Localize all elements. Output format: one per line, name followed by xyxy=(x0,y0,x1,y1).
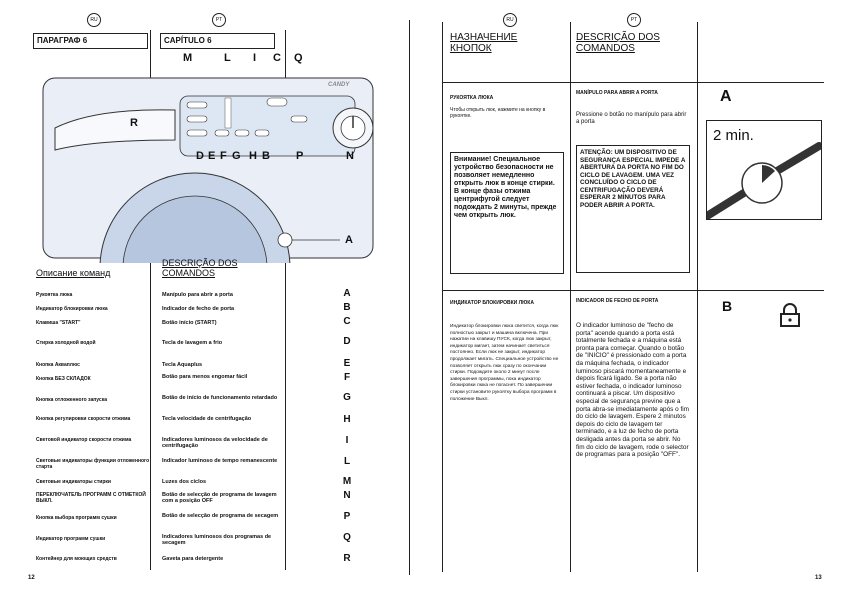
panel-label: C xyxy=(273,52,281,64)
panel-label: I xyxy=(253,52,257,64)
panel-label: F xyxy=(220,150,227,162)
row-pt: Indicadores luminosos da velocidade de centrifugação xyxy=(162,437,268,449)
row-ru: Кнопка выбора программ сушки xyxy=(36,515,117,521)
panel-label: B xyxy=(262,150,270,162)
table-border xyxy=(442,290,824,291)
section-a-letter: A xyxy=(720,88,732,105)
section-a-ru-warning: Внимание! Специальное устройство безопасности не позволяет немедленно открыть люк в конце стирки. В конце фазы отжима центрифугой следует подождать 2 минуты, прежде чем открыть люк. xyxy=(450,152,564,274)
brand-logo: CANDY xyxy=(328,82,350,88)
section-b-letter: B xyxy=(722,298,733,314)
row-ru: Световые индикаторы стирки xyxy=(36,479,111,485)
section-a-ru-text: Чтобы открыть люк, нажмите на кнопку в рукоятке. xyxy=(450,107,546,119)
panel-label: Q xyxy=(294,52,303,64)
row-letter: R xyxy=(343,553,351,564)
row-ru: Световые индикаторы функции отложенного старта xyxy=(36,458,150,470)
flag-ru: RU xyxy=(503,13,517,27)
title-ru: Описание команд xyxy=(36,268,111,278)
row-letter: Q xyxy=(343,532,351,543)
table-border xyxy=(697,22,698,572)
flag-ru: RU xyxy=(87,13,101,27)
row-ru: Световой индикатор скорости отжима xyxy=(36,437,132,443)
section-a-pt-text: Pressione o botão no manípulo para abrir a porta xyxy=(576,112,687,125)
panel-label: E xyxy=(208,150,216,162)
panel-label: L xyxy=(224,52,231,64)
stopwatch-icon xyxy=(707,121,821,219)
timer-illustration-box xyxy=(706,120,822,220)
header-ru: ПАРАГРАФ 6 xyxy=(33,33,148,49)
section-a-pt-warning: ATENÇÃO: UM DISPOSITIVO DE SEGURANÇA ESPECIAL IMPEDE A ABERTURA DA PORTA NO FIM DO CICLO DE LAVAGEM. UMA VEZ CONCLUÍDO O CICLO DE CENTRIFUGAÇÃO DEVERÁ ESPERAR 2 MINUTOS PARA PODER ABRIR A PORTA. xyxy=(576,145,690,273)
panel-label: G xyxy=(232,150,241,162)
title-pt: DESCRIÇÃO DOS COMANDOS xyxy=(576,32,660,54)
title-pt: DESCRIÇÃO DOS COMANDOS xyxy=(162,258,238,278)
row-ru: Клавиша "START" xyxy=(36,320,81,326)
section-b-pt-text: O indicador luminoso de "fecho de porta" acende quando a porta está totalmente fechada e a máquina está pronta para começar. Quando o botão de "INICIO" é pressionado com a porta da máquina fechada, o indicador luminoso piscará momentaneamente e depois ficará ligado. Se a porta não estiver fechada, o indicador luminoso continuará a piscar. Um dispositivo especial de segurança previne que a porta abra-se imediatamente após o fim do ciclo de lavagem. Espere 2 minutos depois do ciclo de lavagem ter terminado, e a luz de fecho de porta desligada antes da porta se abrir. No fim do ciclo de lavagem, rode o selector de programas para a posição "OFF". xyxy=(576,322,689,459)
flag-pt: PT xyxy=(627,13,641,27)
row-pt: Indicador luminoso de tempo remanescente xyxy=(162,458,278,464)
section-b-pt-heading: INDICADOR DE FECHO DE PORTA xyxy=(576,298,659,304)
row-letter: E xyxy=(343,358,351,369)
row-pt: Botão início (START) xyxy=(162,320,217,326)
lock-icon xyxy=(779,303,801,327)
row-ru: Рукоятка люка xyxy=(36,292,73,298)
row-letter: A xyxy=(343,288,351,299)
panel-label: N xyxy=(346,150,354,162)
section-a-ru-heading: РУКОЯТКА ЛЮКА xyxy=(450,95,494,101)
row-pt: Gaveta para detergente xyxy=(162,556,224,562)
row-pt: Botão para menos engomar fácil xyxy=(162,374,248,380)
panel-label: H xyxy=(249,150,257,162)
row-ru: Индикатор программ сушки xyxy=(36,536,106,542)
row-pt: Indicadores luminosos dos programas de secagem xyxy=(162,534,272,546)
row-ru: ПЕРЕКЛЮЧАТЕЛЬ ПРОГРАММ С ОТМЕТКОЙ ВЫКЛ. xyxy=(36,492,146,504)
row-ru: Контейнер для моющих средств xyxy=(36,556,117,562)
row-ru: Кнопка регулировки скорости отжима xyxy=(36,416,131,422)
row-ru: Индикатор блокировки люка xyxy=(36,306,108,312)
panel-label: P xyxy=(296,150,304,162)
row-pt: Botão de selecção de programa de lavagem com a posição OFF xyxy=(162,492,277,504)
row-letter: B xyxy=(343,302,351,313)
row-letter: N xyxy=(343,490,351,501)
flag-pt: PT xyxy=(212,13,226,27)
row-letter: C xyxy=(343,316,351,327)
row-letter: D xyxy=(343,336,351,347)
section-a-pt-heading: MANÍPULO PARA ABRIR A PORTA xyxy=(576,90,658,96)
row-letter: M xyxy=(342,476,352,487)
table-border xyxy=(570,22,571,572)
row-pt: Luzes dos ciclos xyxy=(162,479,207,485)
row-ru: Кнопка Аквaплюс xyxy=(36,362,80,368)
row-pt: Manípulo para abrir a porta xyxy=(162,292,233,298)
row-pt: Botão de início de funcionamento retardado xyxy=(162,395,278,401)
row-ru: Кнопка отложенного запуска xyxy=(36,397,107,403)
section-b-ru-text: Индикатор блокировки люка светится, когда люк полностью закрыт и машина включена. При нажатии на клавишу ПУСК, когда люк закрыт, индикатор мигает, затем начинает светиться постоянно. Если люк не закрыт, индикатор продолжает мигать. Специальное устройство не позволяет открыть люк сразу по окончании стирки. Подождите около 2 минут после завершения программы, пока индикатор блокировки люка не погаснет. По завершении стирки установите рукоятку выбора программ в положение Выкл. xyxy=(450,324,559,402)
page-number-right: 13 xyxy=(815,575,822,581)
table-border xyxy=(442,82,824,83)
row-letter: P xyxy=(343,511,351,522)
panel-label: D xyxy=(196,150,204,162)
row-ru: Стирка холодной водой xyxy=(36,340,96,346)
table-border xyxy=(442,22,443,572)
row-pt: Tecla velocidade de centrifugação xyxy=(162,416,252,422)
section-b-ru-heading: ИНДИКАТОР БЛОКИРОВКИ ЛЮКА xyxy=(450,300,534,306)
panel-label-a: A xyxy=(345,234,353,246)
row-letter: H xyxy=(343,414,351,425)
row-pt: Tecla de lavagem a frio xyxy=(162,340,223,346)
row-letter: F xyxy=(343,372,351,383)
row-pt: Indicador de fecho de porta xyxy=(162,306,235,312)
page-fold xyxy=(409,20,410,575)
washing-machine-illustration xyxy=(35,68,380,263)
page-number-left: 12 xyxy=(28,575,35,581)
row-letter: G xyxy=(343,392,351,403)
row-ru: Кнопка БЕЗ СКЛАДОК xyxy=(36,376,91,382)
title-ru: НАЗНАЧЕНИЕ КНОПОК xyxy=(450,32,518,54)
row-letter: I xyxy=(345,435,349,446)
header-pt: CAPÍTULO 6 xyxy=(160,33,275,49)
row-pt: Tecla Aquaplus xyxy=(162,362,203,368)
timer-label: 2 min. xyxy=(713,127,754,144)
panel-label-r: R xyxy=(130,117,138,129)
row-pt: Botão de selecção de programa de secagem xyxy=(162,513,279,519)
panel-label: M xyxy=(183,52,193,64)
row-letter: L xyxy=(343,456,351,467)
